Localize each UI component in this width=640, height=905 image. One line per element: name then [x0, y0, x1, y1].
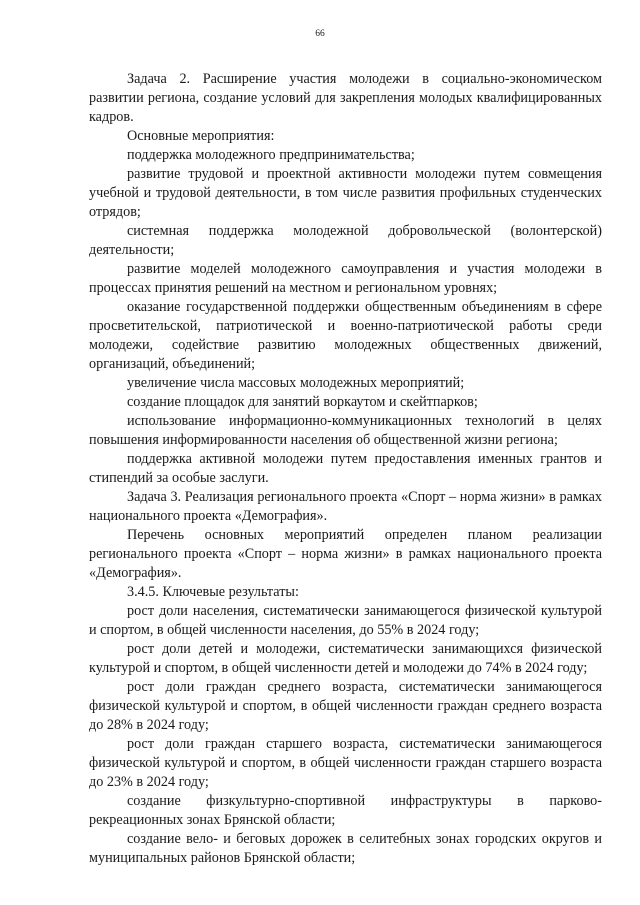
result-item: рост доли населения, систематически занимающегося физической культурой и спортом, в общей численности населения, до 55% в 2024 году;	[89, 603, 602, 638]
list-item: развитие моделей молодежного самоуправления и участия молодежи в процессах принятия решений на местном и региональном уровнях;	[89, 261, 602, 296]
activities-list-note: Перечень основных мероприятий определен планом реализации регионального проекта «Спорт – норма жизни» в рамках национального проекта «Демография».	[89, 527, 602, 581]
main-activities-heading: Основные мероприятия:	[127, 128, 275, 144]
result-item: рост доли граждан старшего возраста, систематически занимающегося физической культурой и спортом, в общей численности граждан старшего возраста до 23% в 2024 году;	[89, 736, 602, 790]
page-number: 66	[315, 29, 325, 39]
list-item: развитие трудовой и проектной активности молодежи путем совмещения учебной и трудовой деятельности, в том числе развития профильных студенческих отрядов;	[89, 166, 602, 220]
list-item: использование информационно-коммуникационных технологий в целях повышения информированности населения об общественной жизни региона;	[89, 413, 602, 448]
result-item: создание вело- и беговых дорожек в селитебных зонах городских округов и муниципальных районов Брянской области;	[89, 831, 602, 866]
list-item: создание площадок для занятий воркаутом и скейтпарков;	[127, 394, 478, 410]
list-item: системная поддержка молодежной добровольческой (волонтерской) деятельности;	[89, 223, 602, 258]
list-item: оказание государственной поддержки общественным объединениям в сфере просветительской, патриотической и военно-патриотической работы среди молодежи, содействие развитию молодежных общественных движений, организаций, объединений;	[89, 299, 602, 372]
key-results-heading: 3.4.5. Ключевые результаты:	[127, 584, 299, 600]
result-item: рост доли граждан среднего возраста, систематически занимающегося физической культурой и спортом, в общей численности граждан среднего возраста до 28% в 2024 году;	[89, 679, 602, 733]
result-item: рост доли детей и молодежи, систематически занимающихся физической культурой и спортом, в общей численности детей и молодежи до 74% в 2024 году;	[89, 641, 602, 676]
list-item: увеличение числа массовых молодежных мероприятий;	[127, 375, 465, 391]
task-3-heading: Задача 3. Реализация регионального проекта «Спорт – норма жизни» в рамках национального проекта «Демография».	[89, 489, 602, 524]
result-item: создание физкультурно-спортивной инфраструктуры в парково-рекреационных зонах Брянской области;	[89, 793, 602, 828]
list-item: поддержка активной молодежи путем предоставления именных грантов и стипендий за особые заслуги.	[89, 451, 602, 486]
list-item: поддержка молодежного предпринимательства;	[127, 147, 415, 163]
document-body	[89, 70, 602, 868]
task-2-heading: Задача 2. Расширение участия молодежи в социально-экономическом развитии региона, создание условий для закрепления молодых квалифицированных кадров.	[89, 71, 602, 125]
